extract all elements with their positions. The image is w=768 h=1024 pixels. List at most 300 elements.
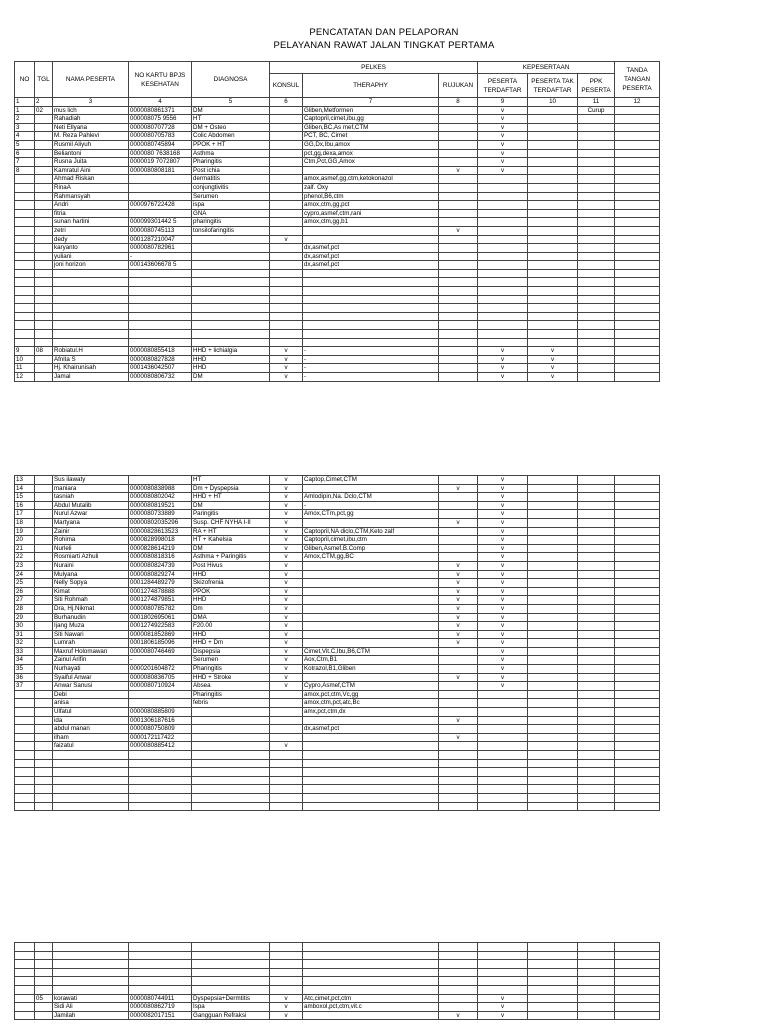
table-cell: v [270,570,303,579]
table-cell [528,158,578,167]
table-cell [35,175,53,184]
table-cell [528,960,578,969]
table-cell [303,639,439,648]
table-cell [270,192,303,201]
table-cell [578,596,615,605]
table-cell [439,149,478,158]
table-row [15,338,660,347]
table-row [15,140,660,149]
table-cell: - [303,501,439,510]
table-cell: Ijang Muza [53,622,129,631]
table-cell [578,802,615,811]
table-cell: 0000080746469 [129,647,192,656]
table-cell: 34 [15,656,35,665]
table-cell [615,140,660,149]
table-cell [35,613,53,622]
table-cell [578,295,615,304]
table-cell [129,759,192,768]
table-cell [615,733,660,742]
table-cell [528,751,578,760]
table-cell: Dm + Dyspepsia [192,484,270,493]
table-cell [615,579,660,588]
table-cell [439,373,478,382]
table-cell: Ulfatul [53,708,129,717]
table-cell: v [270,235,303,244]
header-tgl: TGL [35,62,53,98]
table-row [15,536,660,545]
table-cell [129,768,192,777]
table-cell [528,106,578,115]
table-cell [192,261,270,270]
table-row [15,802,660,811]
table-cell [35,561,53,570]
table-cell [303,943,439,952]
table-cell [53,278,129,287]
table-cell [303,673,439,682]
table-cell [270,218,303,227]
table-cell [615,476,660,485]
table-cell: febris [192,699,270,708]
table-cell [15,278,35,287]
table-cell [129,699,192,708]
table-cell [35,604,53,613]
table-row [15,192,660,201]
table-cell: Asthma [192,149,270,158]
table-cell [35,716,53,725]
table-cell [270,132,303,141]
table-cell: v [439,613,478,622]
table-cell: Curup [578,106,615,115]
table-cell [15,1011,35,1020]
table-cell [578,768,615,777]
header-terdaftar: PESERTA TERDAFTAR [478,74,528,98]
table-cell [528,579,578,588]
table-cell [35,355,53,364]
table-cell [192,768,270,777]
table-cell [615,587,660,596]
table-cell: v [270,518,303,527]
table-cell [35,493,53,502]
table-cell: 0000080885412 [129,742,192,751]
table-cell [270,321,303,330]
table-cell [528,604,578,613]
table-cell: 37 [15,682,35,691]
table-cell: v [270,544,303,553]
table-cell [270,106,303,115]
report-table-page-3 [14,942,660,1020]
table-cell [35,235,53,244]
table-cell: 17 [15,510,35,519]
table-cell [15,1003,35,1012]
table-cell [129,776,192,785]
table-cell [439,647,478,656]
table-cell [35,252,53,261]
table-cell [439,751,478,760]
table-cell [615,175,660,184]
table-cell [615,793,660,802]
table-cell: Susp. CHF NYHA I-II [192,518,270,527]
table-row [15,510,660,519]
table-cell [15,287,35,296]
table-cell [478,785,528,794]
table-cell [53,968,129,977]
table-cell [439,201,478,210]
table-cell [578,218,615,227]
table-cell [270,690,303,699]
table-cell [615,977,660,986]
table-cell [35,968,53,977]
table-cell: Nurleli [53,544,129,553]
table-cell: Captop,Cimet,CTM [303,476,439,485]
table-cell: Paringitis [192,510,270,519]
table-cell [270,776,303,785]
table-cell [578,793,615,802]
table-cell: 0000080806732 [129,373,192,382]
table-cell [578,716,615,725]
table-cell [303,960,439,969]
table-cell [439,785,478,794]
table-cell [129,793,192,802]
table-cell [53,312,129,321]
table-cell [270,201,303,210]
table-cell [615,278,660,287]
table-cell: Colic Abdomen [192,132,270,141]
table-cell [270,733,303,742]
table-row [15,968,660,977]
table-cell: Ctm,Pct,GG,Amox [303,158,439,167]
table-cell [615,115,660,124]
table-cell [53,295,129,304]
table-cell: Gliben,Metformen [303,106,439,115]
table-cell [528,742,578,751]
table-cell [578,476,615,485]
table-cell [192,321,270,330]
table-cell [303,968,439,977]
report-table-page-1 [14,61,660,382]
table-cell: v [478,106,528,115]
table-cell: v [478,158,528,167]
table-cell [578,287,615,296]
table-cell [528,235,578,244]
table-cell [270,244,303,253]
table-cell [578,985,615,994]
table-cell: v [270,579,303,588]
table-row [15,977,660,986]
table-cell [439,690,478,699]
table-cell [35,630,53,639]
table-cell [192,287,270,296]
table-row [15,579,660,588]
table-cell [528,218,578,227]
table-cell [528,716,578,725]
table-cell [615,613,660,622]
table-cell [303,518,439,527]
table-cell [528,785,578,794]
table-cell: amox,ctm,gg,pct [303,201,439,210]
table-cell [528,518,578,527]
table-cell [270,751,303,760]
table-cell [478,209,528,218]
table-cell [35,682,53,691]
table-cell [35,639,53,648]
table-cell [528,759,578,768]
table-cell: tonsilofaringitis [192,226,270,235]
table-cell: DM [192,501,270,510]
table-cell [528,312,578,321]
table-cell [578,183,615,192]
table-cell [615,209,660,218]
table-cell [578,364,615,373]
table-cell: v [439,561,478,570]
table-cell: 0000080829274 [129,570,192,579]
table-cell [303,759,439,768]
table-cell [478,312,528,321]
table-cell: 0000081852869 [129,630,192,639]
table-cell [192,733,270,742]
table-cell: Burhanudin [53,613,129,622]
column-number-cell: 8 [439,98,478,107]
table-cell [35,751,53,760]
table-cell: 14 [15,484,35,493]
table-cell: v [478,476,528,485]
table-cell [578,994,615,1003]
table-cell [15,699,35,708]
table-cell [615,943,660,952]
table-cell: Syaiful Anwar [53,673,129,682]
column-number-cell: 12 [615,98,660,107]
header-ppk: PPK PESERTA [578,74,615,98]
table-cell [578,510,615,519]
table-cell: v [478,347,528,356]
table-cell: dedy [53,235,129,244]
table-cell [15,968,35,977]
table-cell [615,201,660,210]
table-cell: v [478,673,528,682]
table-cell: 6 [15,149,35,158]
table-cell [53,321,129,330]
table-cell: 0000080819521 [129,501,192,510]
table-cell: 10 [15,355,35,364]
table-cell [53,785,129,794]
table-cell [35,510,53,519]
table-cell [270,175,303,184]
table-cell: 08 [35,347,53,356]
table-cell [439,510,478,519]
table-cell [35,304,53,313]
table-cell: v [439,733,478,742]
table-cell [439,985,478,994]
table-cell: Rusna Juita [53,158,129,167]
table-cell [478,951,528,960]
table-cell [439,759,478,768]
table-cell [528,622,578,631]
table-cell: 20 [15,536,35,545]
table-cell: v [270,630,303,639]
table-cell: v [478,536,528,545]
header-diagnosa: DIAGNOSA [192,62,270,98]
table-cell [35,338,53,347]
table-cell [439,355,478,364]
table-cell [439,175,478,184]
table-cell [15,175,35,184]
table-cell [53,330,129,339]
table-cell [53,951,129,960]
table-cell [615,785,660,794]
table-cell: Captopril,cimet,ibu,ctm [303,536,439,545]
table-cell [15,201,35,210]
table-cell [53,287,129,296]
table-cell [439,742,478,751]
table-cell [15,716,35,725]
table-cell: Abdul Mutalib [53,501,129,510]
table-cell [35,226,53,235]
table-cell [15,261,35,270]
table-cell: v [270,1011,303,1020]
table-cell [35,656,53,665]
table-cell [35,1003,53,1012]
table-cell [129,312,192,321]
table-cell: v [270,587,303,596]
table-cell [578,355,615,364]
table-cell: Dispepsia [192,647,270,656]
table-cell [615,166,660,175]
table-cell [35,570,53,579]
table-cell [35,673,53,682]
table-cell: amox,ctm,pct,atc,Bc [303,699,439,708]
table-cell [578,123,615,132]
table-cell [478,759,528,768]
table-cell: 0001436042507 [129,364,192,373]
table-cell [53,768,129,777]
table-cell [439,269,478,278]
table-cell: ilham [53,733,129,742]
table-cell: v [478,561,528,570]
table-cell [192,785,270,794]
table-cell [303,1011,439,1020]
table-cell: HHD + lichialgia [192,347,270,356]
table-row [15,201,660,210]
table-cell: 0001274879851 [129,596,192,605]
table-cell: amboxol,pct,ctm,vit.c [303,1003,439,1012]
table-cell [578,278,615,287]
table-cell [528,209,578,218]
table-cell [192,235,270,244]
table-cell [15,776,35,785]
table-cell: - [303,364,439,373]
table-cell: Lumrah [53,639,129,648]
table-cell [615,665,660,674]
table-cell [478,742,528,751]
table-cell [303,977,439,986]
table-cell [192,252,270,261]
table-cell [528,639,578,648]
table-cell [15,733,35,742]
table-cell: Gliben,BC,As mef,CTM [303,123,439,132]
table-cell [478,985,528,994]
table-cell [439,244,478,253]
table-cell [439,960,478,969]
table-cell [439,330,478,339]
table-cell [578,579,615,588]
table-cell [578,630,615,639]
table-cell: 0000080744911 [129,994,192,1003]
table-row [15,733,660,742]
table-cell [528,132,578,141]
table-cell [578,561,615,570]
table-cell: Amox,CTM,gg,BC [303,553,439,562]
table-cell [528,733,578,742]
table-cell [578,690,615,699]
table-cell: - [129,252,192,261]
table-cell: amx,pct,ctm,dx [303,708,439,717]
table-cell: Dyspepsia+Dermtitis [192,994,270,1003]
table-cell [439,261,478,270]
table-cell [615,269,660,278]
table-cell: Nurul Azwar [53,510,129,519]
document-title: PENCATATAN DAN PELAPORAN [309,27,459,38]
table-cell [615,518,660,527]
table-cell [35,759,53,768]
table-cell [528,690,578,699]
table-cell: sunan hartini [53,218,129,227]
table-cell [528,493,578,502]
table-cell: v [478,544,528,553]
table-cell: v [270,364,303,373]
table-cell [615,776,660,785]
table-cell [439,793,478,802]
table-cell: Gliben,Asmef,B.Comp [303,544,439,553]
table-cell [35,209,53,218]
table-cell: HHD + Stroke [192,673,270,682]
table-cell [129,175,192,184]
table-row [15,639,660,648]
table-cell: 0000828998018 [129,536,192,545]
table-cell: 22 [15,553,35,562]
table-cell [478,192,528,201]
table-cell [615,639,660,648]
table-cell [528,951,578,960]
table-row [15,123,660,132]
table-cell: 0000828614219 [129,544,192,553]
table-cell: v [439,587,478,596]
table-cell: Skizofrenia [192,579,270,588]
table-cell [615,708,660,717]
table-cell [35,295,53,304]
table-cell [478,977,528,986]
table-cell [478,708,528,717]
column-number-cell: 6 [270,98,303,107]
table-cell [35,132,53,141]
table-cell [528,201,578,210]
table-cell [439,183,478,192]
table-cell: v [270,656,303,665]
table-cell: Amlodipin,Na. Dclo,CTM [303,493,439,502]
table-cell: Nurhayati [53,665,129,674]
table-cell [129,951,192,960]
table-cell [129,278,192,287]
table-cell [270,252,303,261]
table-cell: v [478,373,528,382]
table-cell: Captopril,NA diclo,CTM,Keto zalf [303,527,439,536]
table-cell [528,682,578,691]
table-cell: joni horizon [53,261,129,270]
table-cell [35,158,53,167]
table-cell: 0000019 7072807 [129,158,192,167]
table-cell [528,175,578,184]
table-cell [35,768,53,777]
table-cell [578,244,615,253]
table-cell [528,192,578,201]
